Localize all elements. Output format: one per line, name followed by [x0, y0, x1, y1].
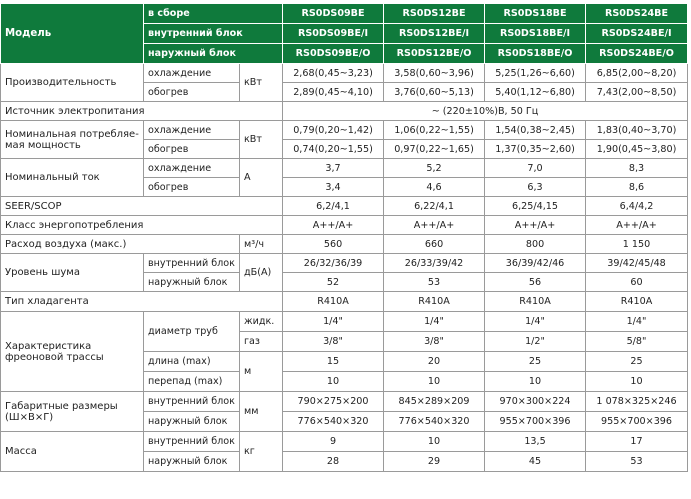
table-cell: 6,4/4,2 — [586, 197, 688, 216]
table-cell: 5,40(1,12~6,80) — [485, 83, 586, 102]
power-heating-label: обогрев — [144, 140, 240, 159]
table-cell: 15 — [283, 352, 384, 372]
table-cell: R410A — [384, 292, 485, 312]
model-3-indoor: RS0DS18BE/I — [485, 24, 586, 44]
table-cell: 1,54(0,38~2,45) — [485, 121, 586, 140]
table-cell: 29 — [384, 452, 485, 472]
model-1-indoor: RS0DS09BE/I — [283, 24, 384, 44]
table-row — [1, 159, 688, 178]
table-row — [1, 102, 688, 121]
pipe-diameter-label: диаметр труб — [144, 312, 240, 352]
mass-indoor-label: внутренний блок — [144, 432, 240, 452]
table-cell: 1/4" — [384, 312, 485, 332]
power-consumption-label-line2: мая мощность — [5, 139, 81, 151]
air-flow-unit: м³/ч — [240, 235, 283, 254]
table-cell: 6,22/4,1 — [384, 197, 485, 216]
table-cell: R410A — [485, 292, 586, 312]
seer-label: SEER/SCOP — [1, 197, 283, 216]
table-cell: 3/8" — [283, 332, 384, 352]
table-cell: 1/4" — [283, 312, 384, 332]
model-4-outdoor: RS0DS24BE/O — [586, 44, 688, 64]
table-cell: 0,97(0,22~1,65) — [384, 140, 485, 159]
model-header: Модель — [1, 4, 144, 64]
pipe-height-label: перепад (max) — [144, 372, 240, 392]
table-cell: 17 — [586, 432, 688, 452]
table-cell: 6,3 — [485, 178, 586, 197]
table-row — [1, 197, 688, 216]
table-cell: 0,74(0,20~1,55) — [283, 140, 384, 159]
model-2-assembly: RS0DS12BE — [384, 4, 485, 24]
table-cell: 2,89(0,45~4,10) — [283, 83, 384, 102]
model-3-outdoor: RS0DS18BE/O — [485, 44, 586, 64]
liquid-label: жидк. — [240, 312, 283, 332]
power-source-value: ~ (220±10%)В, 50 Гц — [283, 102, 688, 121]
table-cell: 845×289×209 — [384, 392, 485, 412]
header-label-assembly: в сборе — [144, 4, 283, 24]
table-cell: 5,25(1,26~6,60) — [485, 64, 586, 83]
table-cell: 9 — [283, 432, 384, 452]
piping-unit: м — [240, 352, 283, 392]
mass-label: Масса — [1, 432, 144, 472]
refrigerant-label: Тип хладагента — [1, 292, 283, 312]
table-cell: R410A — [586, 292, 688, 312]
table-cell: 1 150 — [586, 235, 688, 254]
model-4-assembly: RS0DS24BE — [586, 4, 688, 24]
noise-outdoor-label: наружный блок — [144, 273, 240, 292]
power-consumption-label — [1, 121, 144, 159]
dimensions-unit: мм — [240, 392, 283, 432]
model-2-indoor: RS0DS12BE/I — [384, 24, 485, 44]
table-cell: 7,0 — [485, 159, 586, 178]
gas-label: газ — [240, 332, 283, 352]
table-row — [1, 292, 688, 312]
table-cell: 36/39/42/46 — [485, 254, 586, 273]
table-cell: 13,5 — [485, 432, 586, 452]
model-3-assembly: RS0DS18BE — [485, 4, 586, 24]
piping-label-line1: Характеристика — [5, 340, 92, 352]
noise-unit: дБ(А) — [240, 254, 283, 292]
table-cell: 60 — [586, 273, 688, 292]
table-cell: 28 — [283, 452, 384, 472]
table-cell: 560 — [283, 235, 384, 254]
table-cell: 8,6 — [586, 178, 688, 197]
model-2-outdoor: RS0DS12BE/O — [384, 44, 485, 64]
table-cell: 56 — [485, 273, 586, 292]
table-row — [1, 312, 688, 332]
table-cell: 10 — [283, 372, 384, 392]
piping-label — [1, 312, 144, 392]
table-cell: 1/4" — [485, 312, 586, 332]
table-cell: 6,85(2,00~8,20) — [586, 64, 688, 83]
table-cell: 25 — [485, 352, 586, 372]
table-cell: 3,7 — [283, 159, 384, 178]
table-cell: 0,79(0,20~1,42) — [283, 121, 384, 140]
table-cell: 776×540×320 — [384, 412, 485, 432]
table-cell: 7,43(2,00~8,50) — [586, 83, 688, 102]
table-cell: 3,76(0,60~5,13) — [384, 83, 485, 102]
model-4-indoor: RS0DS24BE/I — [586, 24, 688, 44]
model-1-assembly: RS0DS09BE — [283, 4, 384, 24]
piping-label-line2: фреоновой трассы — [5, 351, 104, 363]
current-cooling-label: охлаждение — [144, 159, 240, 178]
table-cell: 10 — [485, 372, 586, 392]
table-cell: 1,06(0,22~1,55) — [384, 121, 485, 140]
table-cell: 5,2 — [384, 159, 485, 178]
table-cell: A++/A+ — [283, 216, 384, 235]
table-cell: 1,90(0,45~3,80) — [586, 140, 688, 159]
power-cooling-label: охлаждение — [144, 121, 240, 140]
pipe-length-label: длина (max) — [144, 352, 240, 372]
noise-label: Уровень шума — [1, 254, 144, 292]
noise-indoor-label: внутренний блок — [144, 254, 240, 273]
mass-unit: кг — [240, 432, 283, 472]
table-cell: 3/8" — [384, 332, 485, 352]
header-row-assembly — [1, 4, 688, 24]
table-cell: R410A — [283, 292, 384, 312]
table-cell: 26/32/36/39 — [283, 254, 384, 273]
table-cell: 3,58(0,60~3,96) — [384, 64, 485, 83]
air-flow-label: Расход воздуха (макс.) — [1, 235, 240, 254]
table-row — [1, 64, 688, 83]
table-cell: 10 — [586, 372, 688, 392]
table-row — [1, 235, 688, 254]
table-cell: 45 — [485, 452, 586, 472]
table-cell: A++/A+ — [586, 216, 688, 235]
table-cell: 8,3 — [586, 159, 688, 178]
table-row — [1, 254, 688, 273]
table-row — [1, 216, 688, 235]
energy-class-label: Класс энергопотребления — [1, 216, 283, 235]
table-cell: 776×540×320 — [283, 412, 384, 432]
table-cell: 53 — [384, 273, 485, 292]
table-cell: 1/2" — [485, 332, 586, 352]
table-cell: A++/A+ — [384, 216, 485, 235]
table-cell: 10 — [384, 432, 485, 452]
dimensions-label-line1: Габаритные размеры — [5, 400, 118, 412]
current-label: Номинальный ток — [1, 159, 144, 197]
table-row — [1, 432, 688, 452]
table-cell: 2,68(0,45~3,23) — [283, 64, 384, 83]
table-cell: 790×275×200 — [283, 392, 384, 412]
capacity-label: Производительность — [1, 64, 144, 102]
power-consumption-label-line1: Номинальная потребляе- — [5, 128, 139, 140]
table-cell: 3,4 — [283, 178, 384, 197]
table-cell: 26/33/39/42 — [384, 254, 485, 273]
current-unit: А — [240, 159, 283, 197]
table-cell: 10 — [384, 372, 485, 392]
table-cell: 1/4" — [586, 312, 688, 332]
table-cell: 5/8" — [586, 332, 688, 352]
power-source-label: Источник электропитания — [1, 102, 283, 121]
table-cell: 1,37(0,35~2,60) — [485, 140, 586, 159]
table-cell: 1,83(0,40~3,70) — [586, 121, 688, 140]
table-cell: 20 — [384, 352, 485, 372]
table-cell: 970×300×224 — [485, 392, 586, 412]
table-row — [1, 121, 688, 140]
table-cell: 800 — [485, 235, 586, 254]
power-consumption-unit: кВт — [240, 121, 283, 159]
table-cell: A++/A+ — [485, 216, 586, 235]
table-cell: 25 — [586, 352, 688, 372]
table-cell: 52 — [283, 273, 384, 292]
table-cell: 660 — [384, 235, 485, 254]
header-label-outdoor: наружный блок — [144, 44, 283, 64]
table-cell: 1 078×325×246 — [586, 392, 688, 412]
mass-outdoor-label: наружный блок — [144, 452, 240, 472]
capacity-cooling-label: охлаждение — [144, 64, 240, 83]
table-cell: 955×700×396 — [586, 412, 688, 432]
dimensions-indoor-label: внутренний блок — [144, 392, 240, 412]
table-cell: 6,2/4,1 — [283, 197, 384, 216]
dimensions-label-line2: (Ш×В×Г) — [5, 411, 54, 423]
dimensions-label — [1, 392, 144, 432]
table-cell: 39/42/45/48 — [586, 254, 688, 273]
table-cell: 955×700×396 — [485, 412, 586, 432]
capacity-heating-label: обогрев — [144, 83, 240, 102]
table-cell: 53 — [586, 452, 688, 472]
specifications-table — [0, 3, 688, 472]
dimensions-outdoor-label: наружный блок — [144, 412, 240, 432]
header-label-indoor: внутренний блок — [144, 24, 283, 44]
table-row — [1, 392, 688, 412]
model-1-outdoor: RS0DS09BE/O — [283, 44, 384, 64]
capacity-unit: кВт — [240, 64, 283, 102]
current-heating-label: обогрев — [144, 178, 240, 197]
table-cell: 6,25/4,15 — [485, 197, 586, 216]
table-cell: 4,6 — [384, 178, 485, 197]
